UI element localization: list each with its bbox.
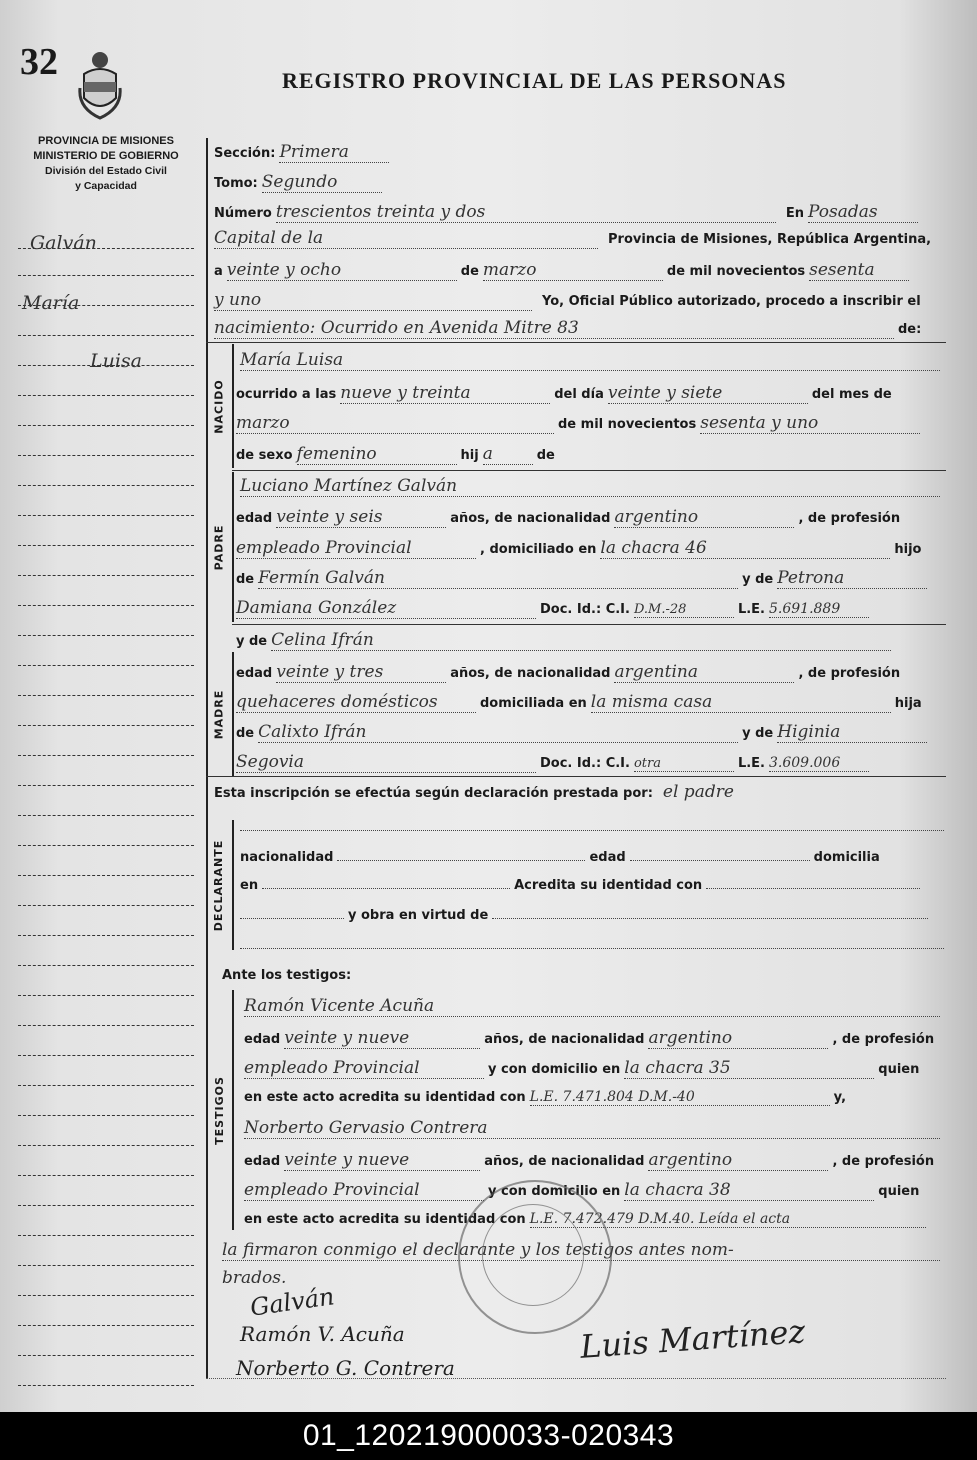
- maternal-grandmother-2: Segovia: [236, 752, 536, 773]
- numero-field: Número trescientos treinta y dos En Posadas: [214, 202, 918, 223]
- tomo-field: Tomo: Segundo: [214, 172, 382, 193]
- year-value: sesenta: [809, 260, 909, 281]
- mother-doc-field: Segovia Doc. Id.: C.I. otra L.E. 3.609.006: [236, 752, 869, 773]
- father-address: la chacra 46: [600, 538, 890, 559]
- witness2-profession: empleado Provincial: [244, 1180, 484, 1201]
- closing-line-2: brados.: [222, 1268, 287, 1288]
- capital-field: Capital de la Provincia de Misiones, República Argentina,: [214, 228, 932, 248]
- father-age-field: edad veinte y seis años, de nacionalidad argentino , de profesión: [236, 507, 901, 527]
- footer-id: 01_120219000033-020343: [0, 1412, 977, 1460]
- page-number: 32: [20, 41, 58, 83]
- day-value: veinte y ocho: [227, 260, 457, 281]
- oficial-field: y uno Yo, Oficial Público autorizado, procedo a inscribir el: [214, 290, 921, 310]
- seccion-value: Primera: [279, 142, 389, 163]
- maternal-grandfather: Calixto Ifrán: [258, 722, 738, 743]
- act-value: nacimiento: Ocurrido en Avenida Mitre 83: [214, 318, 894, 339]
- father-doc-field: Damiana González Doc. Id.: C.I. D.M.-28 L.E. 5.691.889: [236, 598, 869, 619]
- declarante-row2: en Acredita su identidad con: [240, 876, 920, 894]
- month-value: marzo: [483, 260, 663, 281]
- seccion-field: Sección: Primera: [214, 142, 389, 163]
- witness2-id: L.E. 7.472.479 D.M.40. Leída el acta: [530, 1211, 926, 1228]
- child-name: María Luisa: [240, 350, 940, 371]
- hij-value: a: [483, 444, 533, 465]
- signature-witness-2: Norberto G. Contrera: [236, 1356, 455, 1380]
- official-seal-inner: [482, 1204, 584, 1306]
- birth-hour: nueve y treinta: [340, 383, 550, 404]
- maternal-grandmother: Higinia: [777, 722, 927, 743]
- nacido-section-label: NACIDO: [212, 378, 226, 434]
- testigos-section-label: TESTIGOS: [212, 1075, 226, 1145]
- page-title: REGISTRO PROVINCIAL DE LAS PERSONAS: [282, 68, 787, 93]
- mother-le: 3.609.006: [769, 755, 869, 772]
- father-nationality: argentino: [614, 507, 794, 528]
- witness1-id: L.E. 7.471.804 D.M.-40: [530, 1089, 830, 1106]
- department-line: División del Estado Civil: [45, 165, 167, 177]
- department-line: y Capacidad: [75, 180, 137, 192]
- signature-official: Luis Martínez: [578, 1312, 807, 1366]
- mother-age: veinte y tres: [276, 662, 446, 683]
- father-prof-field: empleado Provincial , domiciliado en la chacra 46 hijo: [236, 538, 922, 558]
- witness1-nationality: argentino: [648, 1028, 828, 1049]
- witness2-age: veinte y nueve: [284, 1150, 480, 1171]
- mother-profession: quehaceres domésticos: [236, 692, 476, 713]
- numero-value: trescientos treinta y dos: [276, 202, 776, 223]
- sexo-value: femenino: [297, 444, 457, 465]
- department-line: PROVINCIA DE MISIONES: [38, 135, 174, 147]
- mother-doc: otra: [634, 756, 734, 772]
- padre-section-label: PADRE: [212, 524, 226, 570]
- department-line: MINISTERIO DE GOBIERNO: [33, 150, 179, 162]
- witness1-age: veinte y nueve: [284, 1028, 480, 1049]
- closing-line-1: la firmaron conmigo el declarante y los testigos antes nom-: [222, 1240, 940, 1261]
- margin-surname: Galván: [30, 232, 97, 254]
- signature-witness-1: Ramón V. Acuña: [240, 1322, 405, 1346]
- witness2-prof-field: empleado Provincial y con domicilio en la chacra 38 quien: [244, 1180, 920, 1200]
- mother-age-field: edad veinte y tres años, de nacionalidad argentina , de profesión: [236, 662, 901, 682]
- declaracion-value: el padre: [662, 782, 734, 802]
- mother-address: la misma casa: [591, 692, 891, 713]
- coat-of-arms-icon: [78, 48, 122, 120]
- father-profession: empleado Provincial: [236, 538, 476, 559]
- declarante-row3: y obra en virtud de: [240, 906, 928, 924]
- mother-nationality: argentina: [614, 662, 794, 683]
- birth-day: veinte y siete: [608, 383, 808, 404]
- father-age: veinte y seis: [276, 507, 446, 528]
- witness1-age-field: edad veinte y nueve años, de nacionalidad argentino , de profesión: [244, 1028, 935, 1048]
- paternal-grandmother-2: Damiana González: [236, 598, 536, 619]
- capital-value: Capital de la: [214, 228, 598, 249]
- margin-second-name: Luisa: [90, 350, 143, 372]
- tomo-value: Segundo: [262, 172, 382, 193]
- en-value: Posadas: [808, 202, 918, 223]
- date-field: a veinte y ocho de marzo de mil novecientos sesenta: [214, 260, 909, 281]
- declaracion-field: Esta inscripción se efectúa según declaración prestada por: el padre: [214, 782, 734, 802]
- witness1-name: Ramón Vicente Acuña: [244, 996, 940, 1017]
- declarante-row1: nacionalidad edad domicilia: [240, 850, 880, 865]
- witness2-address: la chacra 38: [624, 1180, 874, 1201]
- birth-time-field: ocurrido a las nueve y treinta del día veinte y siete del mes de: [236, 383, 892, 403]
- witness1-profession: empleado Provincial: [244, 1058, 484, 1079]
- birth-month: marzo: [236, 413, 554, 434]
- margin-given-name: María: [22, 292, 80, 314]
- year2-value: y uno: [214, 290, 532, 311]
- witness1-id-field: en este acto acredita su identidad con L.E. 7.471.804 D.M.-40 y,: [244, 1089, 847, 1105]
- witness2-id-field: en este acto acredita su identidad con L.E. 7.472.479 D.M.40. Leída el acta: [244, 1210, 926, 1228]
- ante-testigos: Ante los testigos:: [222, 968, 352, 983]
- declarante-section-label: DECLARANTE: [212, 839, 226, 931]
- birth-month-field: marzo de mil novecientos sesenta y uno: [236, 413, 920, 434]
- signature-declarant: Galván: [248, 1282, 337, 1322]
- mother-parents-field: de Calixto Ifrán y de Higinia: [236, 722, 927, 743]
- madre-section-label: MADRE: [212, 689, 226, 739]
- department-block: [8, 134, 204, 194]
- witness2-age-field: edad veinte y nueve años, de nacionalidad argentino , de profesión: [244, 1150, 935, 1170]
- witness2-nationality: argentino: [648, 1150, 828, 1171]
- paternal-grandmother: Petrona: [777, 568, 927, 589]
- mother-prof-field: quehaceres domésticos domiciliada en la misma casa hija: [236, 692, 922, 712]
- paternal-grandfather: Fermín Galván: [258, 568, 738, 589]
- act-field: nacimiento: Ocurrido en Avenida Mitre 83 de:: [214, 318, 922, 338]
- mother-name-field: y de Celina Ifrán: [236, 630, 891, 651]
- father-parents-field: de Fermín Galván y de Petrona: [236, 568, 927, 589]
- witness1-prof-field: empleado Provincial y con domicilio en la chacra 35 quien: [244, 1058, 920, 1078]
- father-le: 5.691.889: [769, 601, 869, 618]
- father-doc: D.M.-28: [634, 602, 734, 618]
- witness2-name: Norberto Gervasio Contrera: [244, 1118, 940, 1139]
- mother-name: Celina Ifrán: [271, 630, 891, 651]
- birth-year: sesenta y uno: [700, 413, 920, 434]
- sexo-field: de sexo femenino hij a de: [236, 444, 555, 464]
- father-name: Luciano Martínez Galván: [240, 476, 940, 497]
- witness1-address: la chacra 35: [624, 1058, 874, 1079]
